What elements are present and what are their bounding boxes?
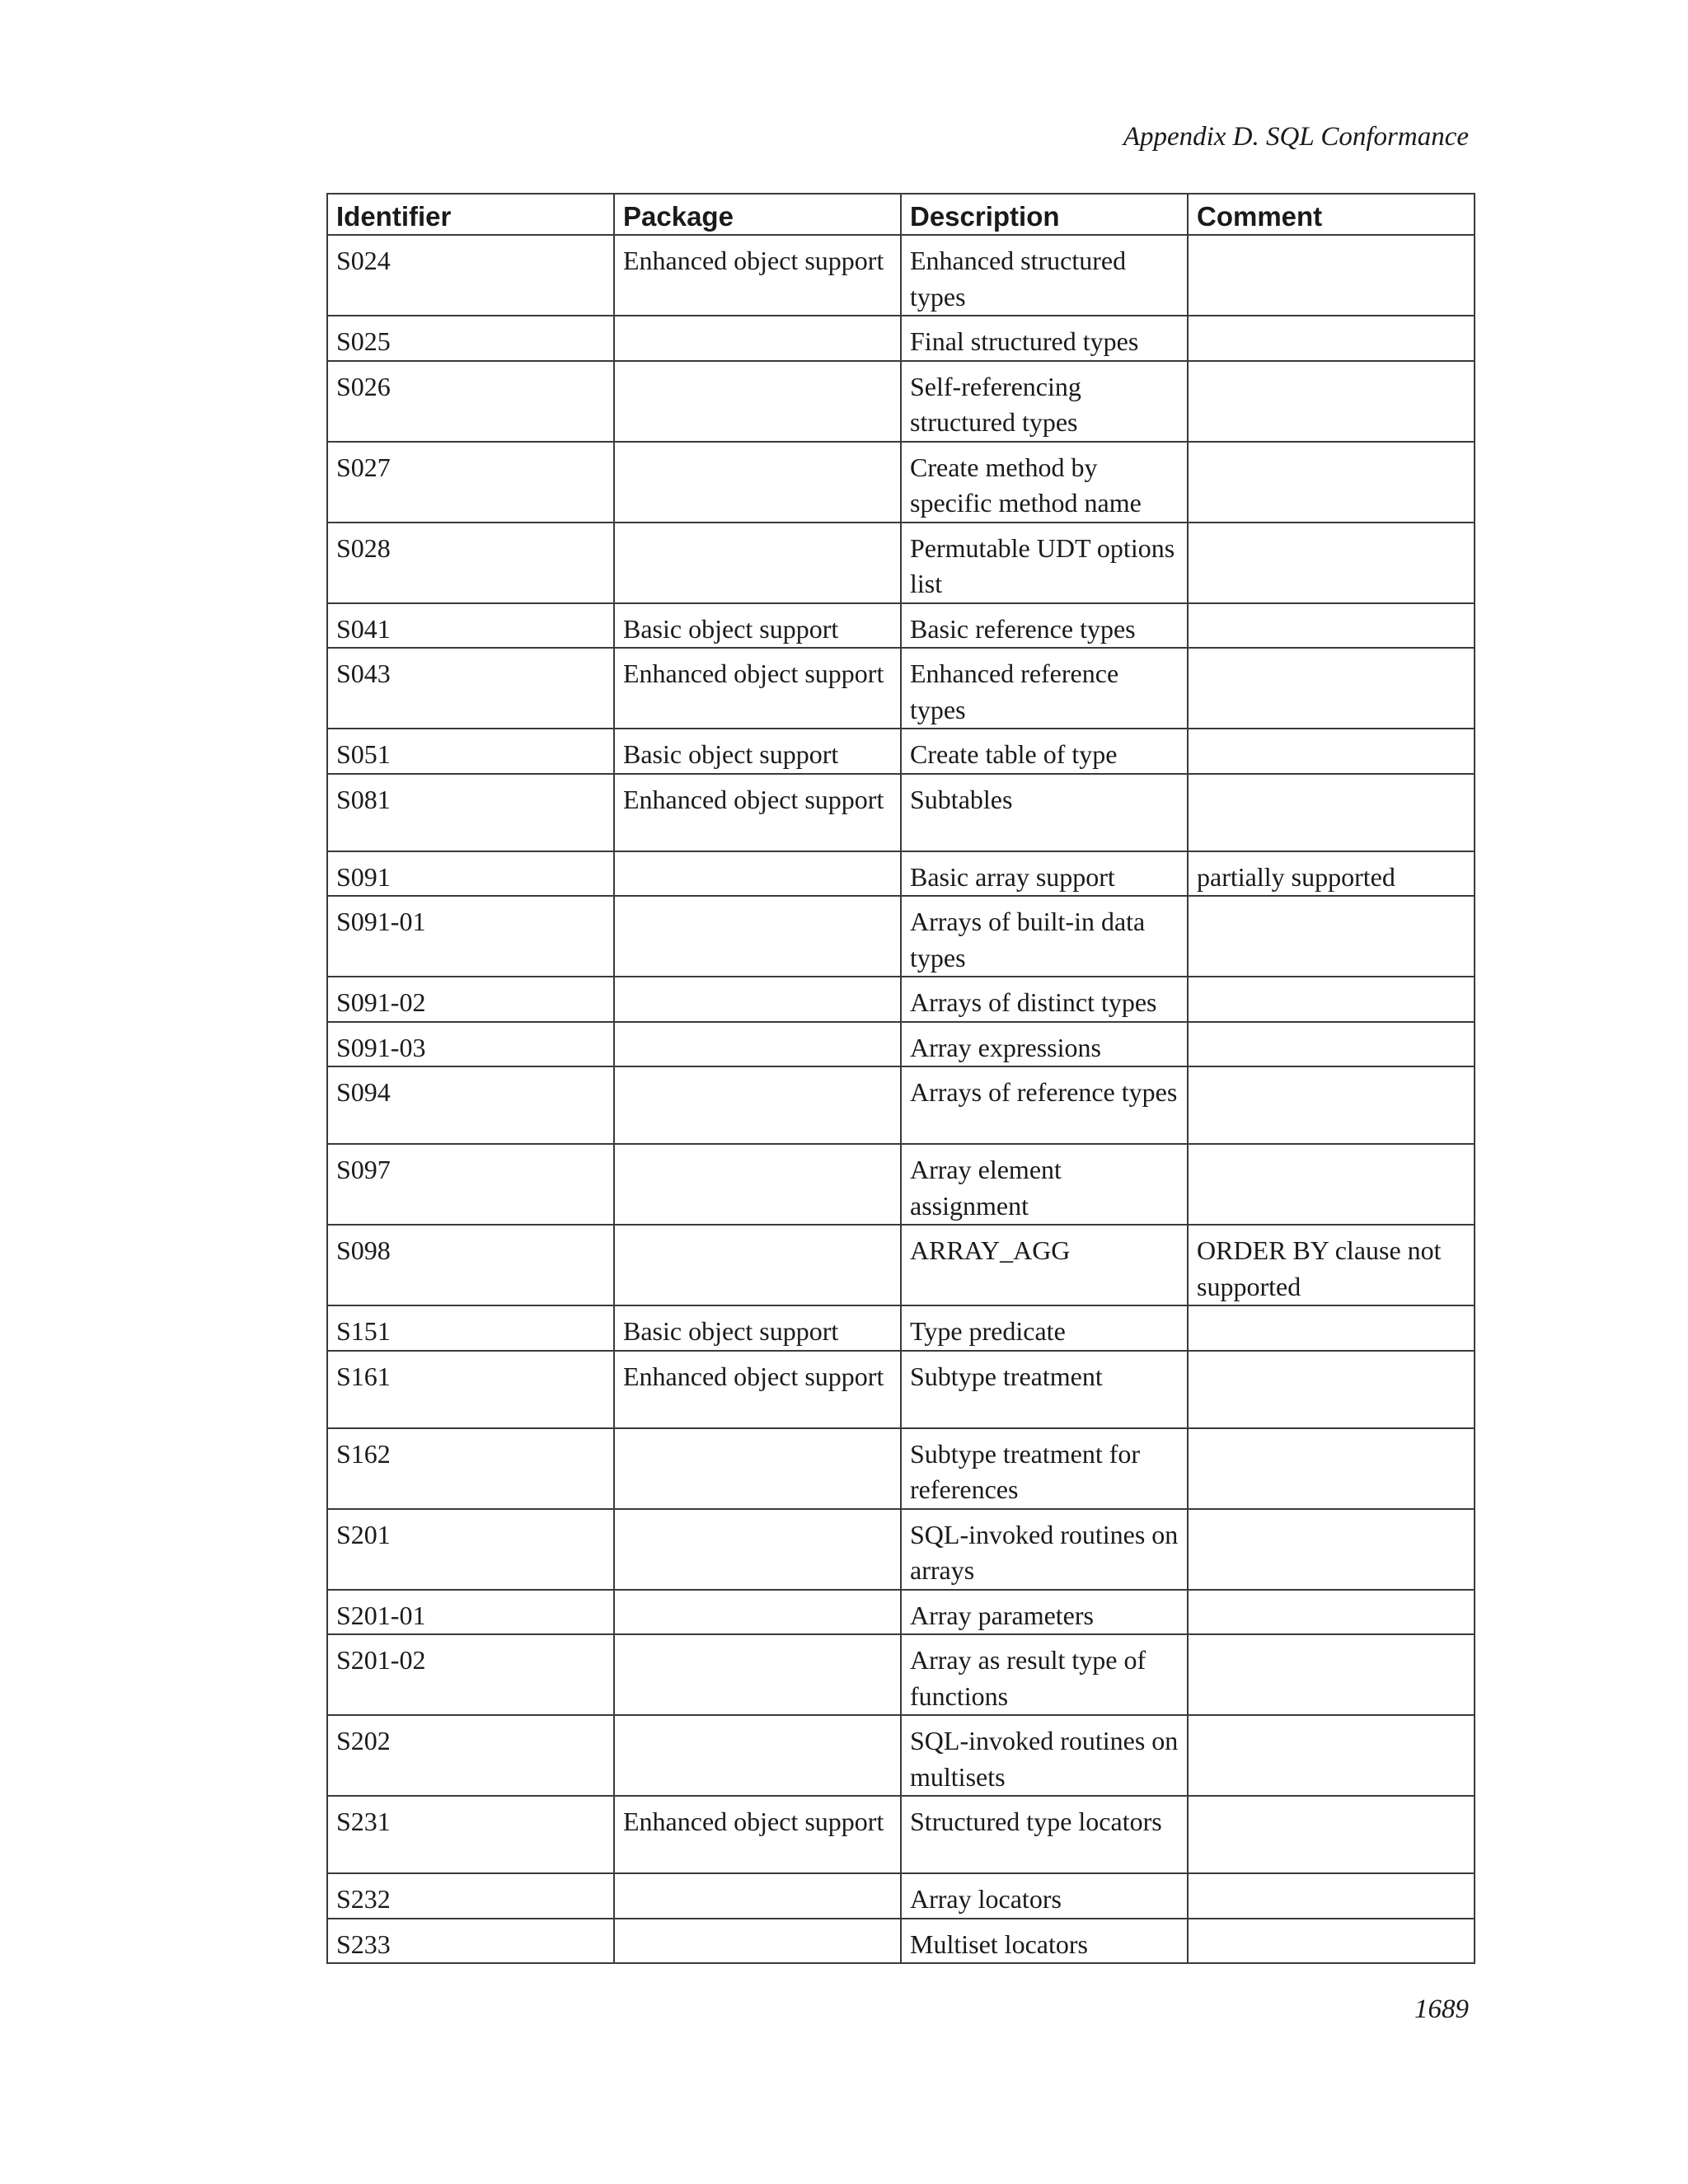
- description-cell: Structured type locators: [901, 1796, 1188, 1873]
- package-cell: [614, 1066, 901, 1144]
- comment-cell: [1188, 1796, 1475, 1873]
- table-row: [327, 1634, 1475, 1715]
- comment-cell: [1188, 729, 1475, 774]
- conformance-table: [326, 193, 1475, 1964]
- package-cell: [614, 442, 901, 523]
- description-cell: Final structured types: [901, 316, 1188, 361]
- comment-cell: [1188, 523, 1475, 603]
- package-cell: [614, 1919, 901, 1964]
- table-row: [327, 648, 1475, 729]
- comment-cell: [1188, 442, 1475, 523]
- comment-cell: [1188, 1022, 1475, 1067]
- description-cell: Create method by specific method name: [901, 442, 1188, 523]
- comment-cell: [1188, 1590, 1475, 1635]
- description-cell: ARRAY_AGG: [901, 1225, 1188, 1305]
- identifier-cell: S028: [327, 523, 614, 603]
- table-row: [327, 851, 1475, 897]
- description-cell: Multiset locators: [901, 1919, 1188, 1964]
- package-cell: [614, 1509, 901, 1590]
- comment-cell: [1188, 1919, 1475, 1964]
- package-cell: [614, 1428, 901, 1509]
- table-body: [327, 235, 1475, 1963]
- table-row: [327, 603, 1475, 649]
- description-cell: Array as result type of functions: [901, 1634, 1188, 1715]
- comment-cell: [1188, 977, 1475, 1022]
- identifier-cell: S024: [327, 235, 614, 316]
- identifier-cell: S051: [327, 729, 614, 774]
- package-cell: Basic object support: [614, 729, 901, 774]
- table-header: [327, 194, 1475, 235]
- comment-cell: [1188, 1634, 1475, 1715]
- package-cell: Enhanced object support: [614, 774, 901, 851]
- column-header-package: Package: [614, 194, 901, 235]
- running-header: Appendix D. SQL Conformance: [1123, 122, 1469, 152]
- description-cell: Array parameters: [901, 1590, 1188, 1635]
- description-cell: Self-referencing structured types: [901, 361, 1188, 442]
- identifier-cell: S091: [327, 851, 614, 897]
- table-row: [327, 235, 1475, 316]
- package-cell: [614, 1715, 901, 1796]
- identifier-cell: S091-01: [327, 896, 614, 977]
- package-cell: [614, 316, 901, 361]
- table-row: [327, 1428, 1475, 1509]
- table-row: [327, 316, 1475, 361]
- identifier-cell: S098: [327, 1225, 614, 1305]
- identifier-cell: S151: [327, 1305, 614, 1351]
- package-cell: [614, 977, 901, 1022]
- package-cell: Basic object support: [614, 1305, 901, 1351]
- description-cell: SQL-invoked routines on arrays: [901, 1509, 1188, 1590]
- comment-cell: partially supported: [1188, 851, 1475, 897]
- package-cell: [614, 1022, 901, 1067]
- comment-cell: [1188, 648, 1475, 729]
- identifier-cell: S233: [327, 1919, 614, 1964]
- comment-cell: [1188, 316, 1475, 361]
- comment-cell: ORDER BY clause not supported: [1188, 1225, 1475, 1305]
- package-cell: Basic object support: [614, 603, 901, 649]
- table-row: [327, 977, 1475, 1022]
- identifier-cell: S232: [327, 1873, 614, 1919]
- package-cell: Enhanced object support: [614, 648, 901, 729]
- package-cell: [614, 1634, 901, 1715]
- description-cell: Permutable UDT options list: [901, 523, 1188, 603]
- description-cell: Create table of type: [901, 729, 1188, 774]
- table-row: [327, 1225, 1475, 1305]
- description-cell: Subtables: [901, 774, 1188, 851]
- description-cell: Subtype treatment for references: [901, 1428, 1188, 1509]
- column-header-comment: Comment: [1188, 194, 1475, 235]
- package-cell: [614, 523, 901, 603]
- description-cell: Subtype treatment: [901, 1351, 1188, 1428]
- identifier-cell: S026: [327, 361, 614, 442]
- description-cell: Type predicate: [901, 1305, 1188, 1351]
- table-row: [327, 729, 1475, 774]
- comment-cell: [1188, 1351, 1475, 1428]
- identifier-cell: S161: [327, 1351, 614, 1428]
- table-row: [327, 523, 1475, 603]
- comment-cell: [1188, 361, 1475, 442]
- comment-cell: [1188, 603, 1475, 649]
- page-number: 1689: [1414, 1994, 1469, 2024]
- table-row: [327, 1796, 1475, 1873]
- identifier-cell: S162: [327, 1428, 614, 1509]
- identifier-cell: S091-02: [327, 977, 614, 1022]
- table-row: [327, 1590, 1475, 1635]
- table-row: [327, 1351, 1475, 1428]
- column-header-description: Description: [901, 194, 1188, 235]
- comment-cell: [1188, 1144, 1475, 1225]
- description-cell: Arrays of built-in data types: [901, 896, 1188, 977]
- table-row: [327, 1715, 1475, 1796]
- table-row: [327, 774, 1475, 851]
- table-row: [327, 1509, 1475, 1590]
- table-row: [327, 1305, 1475, 1351]
- package-cell: [614, 1144, 901, 1225]
- description-cell: Arrays of reference types: [901, 1066, 1188, 1144]
- package-cell: [614, 361, 901, 442]
- identifier-cell: S201-02: [327, 1634, 614, 1715]
- package-cell: [614, 896, 901, 977]
- column-header-identifier: Identifier: [327, 194, 614, 235]
- table-row: [327, 1144, 1475, 1225]
- table-row: [327, 1066, 1475, 1144]
- description-cell: SQL-invoked routines on multisets: [901, 1715, 1188, 1796]
- identifier-cell: S091-03: [327, 1022, 614, 1067]
- description-cell: Array expressions: [901, 1022, 1188, 1067]
- description-cell: Basic reference types: [901, 603, 1188, 649]
- package-cell: [614, 851, 901, 897]
- package-cell: [614, 1590, 901, 1635]
- header-row: [327, 194, 1475, 235]
- identifier-cell: S025: [327, 316, 614, 361]
- comment-cell: [1188, 1509, 1475, 1590]
- comment-cell: [1188, 235, 1475, 316]
- table-row: [327, 1022, 1475, 1067]
- comment-cell: [1188, 1873, 1475, 1919]
- comment-cell: [1188, 1305, 1475, 1351]
- description-cell: Enhanced reference types: [901, 648, 1188, 729]
- description-cell: Arrays of distinct types: [901, 977, 1188, 1022]
- identifier-cell: S201-01: [327, 1590, 614, 1635]
- package-cell: Enhanced object support: [614, 1351, 901, 1428]
- package-cell: Enhanced object support: [614, 1796, 901, 1873]
- table-row: [327, 1919, 1475, 1964]
- description-cell: Basic array support: [901, 851, 1188, 897]
- identifier-cell: S041: [327, 603, 614, 649]
- table-row: [327, 442, 1475, 523]
- identifier-cell: S081: [327, 774, 614, 851]
- identifier-cell: S231: [327, 1796, 614, 1873]
- identifier-cell: S202: [327, 1715, 614, 1796]
- comment-cell: [1188, 1066, 1475, 1144]
- comment-cell: [1188, 1715, 1475, 1796]
- identifier-cell: S201: [327, 1509, 614, 1590]
- comment-cell: [1188, 774, 1475, 851]
- identifier-cell: S043: [327, 648, 614, 729]
- table-row: [327, 361, 1475, 442]
- identifier-cell: S027: [327, 442, 614, 523]
- identifier-cell: S097: [327, 1144, 614, 1225]
- comment-cell: [1188, 1428, 1475, 1509]
- package-cell: Enhanced object support: [614, 235, 901, 316]
- identifier-cell: S094: [327, 1066, 614, 1144]
- table-row: [327, 1873, 1475, 1919]
- description-cell: Enhanced structured types: [901, 235, 1188, 316]
- table-row: [327, 896, 1475, 977]
- package-cell: [614, 1873, 901, 1919]
- description-cell: Array element assignment: [901, 1144, 1188, 1225]
- package-cell: [614, 1225, 901, 1305]
- comment-cell: [1188, 896, 1475, 977]
- description-cell: Array locators: [901, 1873, 1188, 1919]
